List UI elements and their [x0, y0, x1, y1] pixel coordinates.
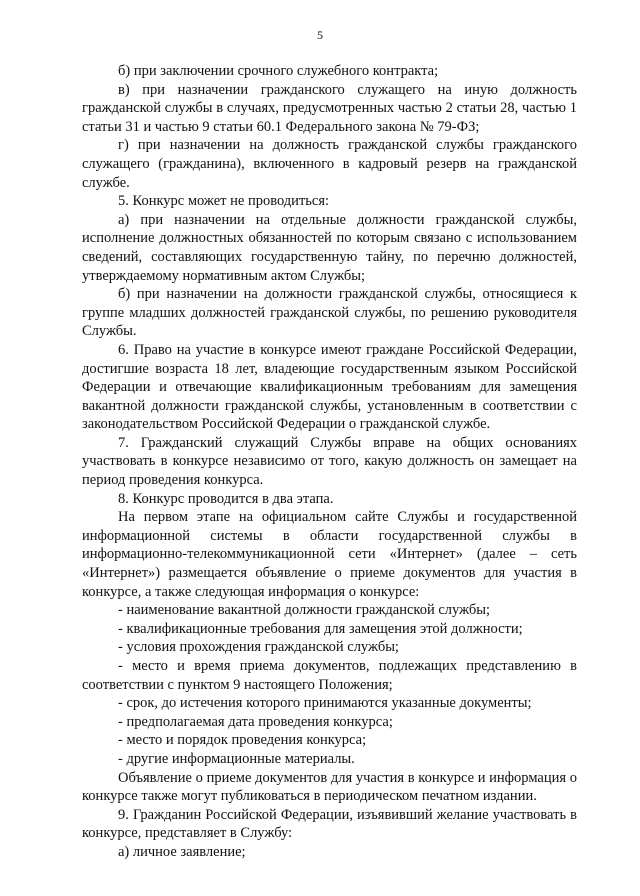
document-body — [82, 62, 577, 862]
paragraph: 9. Гражданин Российской Федерации, изъявивший желание участвовать в конкурсе, представляет в Службу: — [82, 806, 577, 842]
paragraph: а) личное заявление; — [118, 843, 246, 860]
list-item: - место и порядок проведения конкурса; — [118, 732, 367, 749]
list-item: - срок, до истечения которого принимаются указанные документы; — [118, 695, 532, 712]
paragraph: Объявление о приеме документов для участия в конкурсе и информация о конкурсе также могут публиковаться в периодическом печатном издании. — [82, 769, 577, 805]
paragraph: На первом этапе на официальном сайте Службы и государственной информационной системы в области государственной службы в информационно-телекоммуникационной сети «Интернет» (далее – сеть «Интернет») размещается объявление о приеме документов для участия в конкурсе, а также следующая информация о конкурсе: — [82, 509, 577, 600]
paragraph: 5. Конкурс может не проводиться: — [118, 193, 330, 210]
list-item: - другие информационные материалы. — [118, 750, 355, 767]
paragraph: б) при назначении на должности гражданской службы, относящиеся к группе младших должностей гражданской службы, по решению руководителя Службы. — [82, 286, 577, 340]
paragraph: 7. Гражданский служащий Службы вправе на общих основаниях участвовать в конкурсе независимо от того, какую должность он замещает на период проведения конкурса. — [82, 434, 577, 489]
list-item: - квалификационные требования для замещения этой должности; — [118, 620, 523, 637]
list-item: - предполагаемая дата проведения конкурса; — [118, 713, 393, 730]
paragraph: а) при назначении на отдельные должности гражданской службы, исполнение должностных обязанностей по которым связано с использованием сведений, составляющих государственную тайну, по перечню должностей, утверждаемому нормативным актом Службы; — [82, 211, 577, 284]
paragraph: г) при назначении на должность гражданской службы гражданского служащего (гражданина), включенного в кадровый резерв на гражданской службе. — [82, 137, 577, 191]
paragraph: в) при назначении гражданского служащего на иную должность гражданской службы в случаях, предусмотренных частью 2 статьи 28, частью 1 статьи 31 и частью 9 статьи 60.1 Федерального закона № 79-ФЗ; — [82, 81, 577, 135]
page-number: 5 — [317, 28, 323, 42]
paragraph: 6. Право на участие в конкурсе имеют граждане Российской Федерации, достигшие возраста 18 лет, владеющие государственным языком Российской Федерации и отвечающие квалификационным требованиям для замещения вакантной должности гражданской службы, установленным в соответствии с законодательством Российской Федерации о гражданской службе. — [82, 341, 577, 433]
list-item: - место и время приема документов, подлежащих представлению в соответствии с пунктом 9 настоящего Положения; — [82, 658, 577, 693]
paragraph: б) при заключении срочного служебного контракта; — [118, 63, 439, 79]
paragraph: 8. Конкурс проводится в два этапа. — [118, 490, 334, 507]
list-item: - наименование вакантной должности гражданской службы; — [118, 602, 491, 619]
list-item: - условия прохождения гражданской службы; — [118, 639, 399, 656]
